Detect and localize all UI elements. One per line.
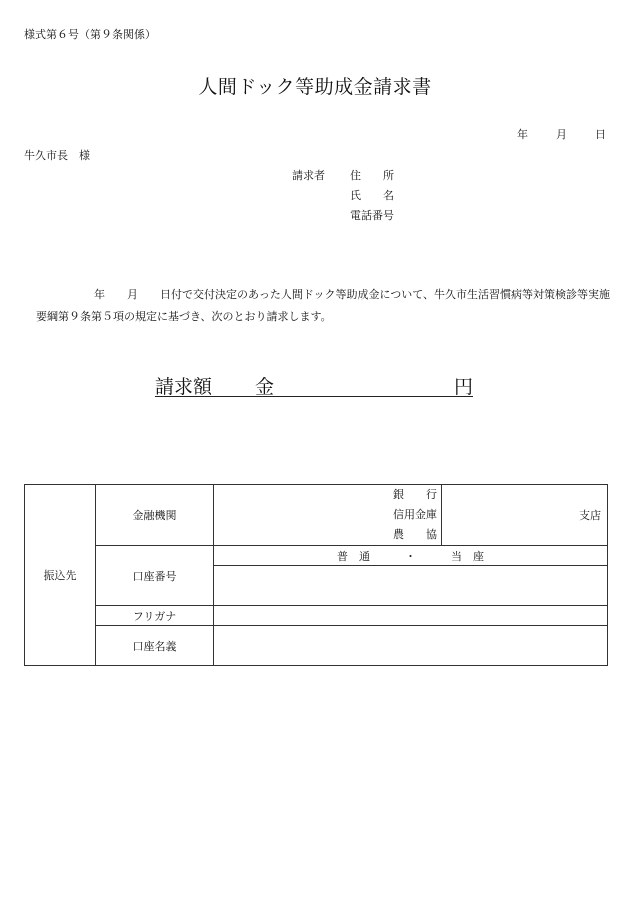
document-title: 人間ドック等助成金請求書 — [198, 76, 432, 98]
bank-type-shinkin: 信用金庫 — [393, 508, 437, 521]
date-month: 月 — [556, 128, 567, 141]
account-type-options[interactable] — [214, 546, 608, 566]
form-number: 様式第６号（第９条関係） — [24, 28, 156, 41]
claim-amount-label: 請求額 — [155, 376, 213, 398]
transfer-destination-table — [24, 484, 608, 666]
account-type-checking: 当 座 — [451, 549, 484, 563]
branch-field[interactable] — [442, 485, 608, 546]
claim-amount-yen: 円 — [453, 376, 473, 398]
transfer-section-label: 振込先 — [25, 485, 96, 666]
branch-suffix: 支店 — [579, 509, 601, 522]
account-holder-row — [25, 626, 608, 666]
request-statement — [36, 284, 610, 328]
account-number-label: 口座番号 — [96, 546, 214, 606]
account-type-row — [25, 546, 608, 566]
furigana-label: フリガナ — [96, 606, 214, 626]
bank-row — [25, 485, 608, 546]
account-holder-field[interactable] — [214, 626, 608, 666]
date-day: 日 — [595, 128, 606, 141]
furigana-field[interactable] — [214, 606, 608, 626]
bank-type-bank: 銀 行 — [393, 488, 437, 501]
claimant-address-label: 住 所 — [350, 169, 394, 182]
claimant-name-label: 氏 名 — [350, 189, 394, 202]
account-holder-label: 口座名義 — [96, 626, 214, 666]
account-type-ordinary: 普 通 — [337, 549, 370, 563]
claimant-label: 請求者 — [292, 169, 325, 182]
date-line — [517, 126, 606, 142]
addressee: 牛久市長 様 — [24, 149, 90, 162]
request-statement-text: 年 月 日付で交付決定のあった人間ドック等助成金について、牛久市生活習慣病等対策検診等実施要綱第９条第５項の規定に基づき、次のとおり請求します。 — [36, 288, 611, 323]
account-type-separator: ・ — [405, 549, 416, 563]
bank-type-options[interactable] — [214, 485, 442, 546]
claimant-phone-label: 電話番号 — [350, 209, 394, 222]
date-year: 年 — [517, 128, 528, 141]
furigana-row — [25, 606, 608, 626]
claim-amount-line — [155, 372, 473, 397]
account-number-field[interactable] — [214, 566, 608, 606]
bank-type-nokyo: 農 協 — [393, 528, 437, 541]
bank-label: 金融機関 — [96, 485, 214, 546]
claim-amount-kin: 金 — [255, 376, 275, 398]
